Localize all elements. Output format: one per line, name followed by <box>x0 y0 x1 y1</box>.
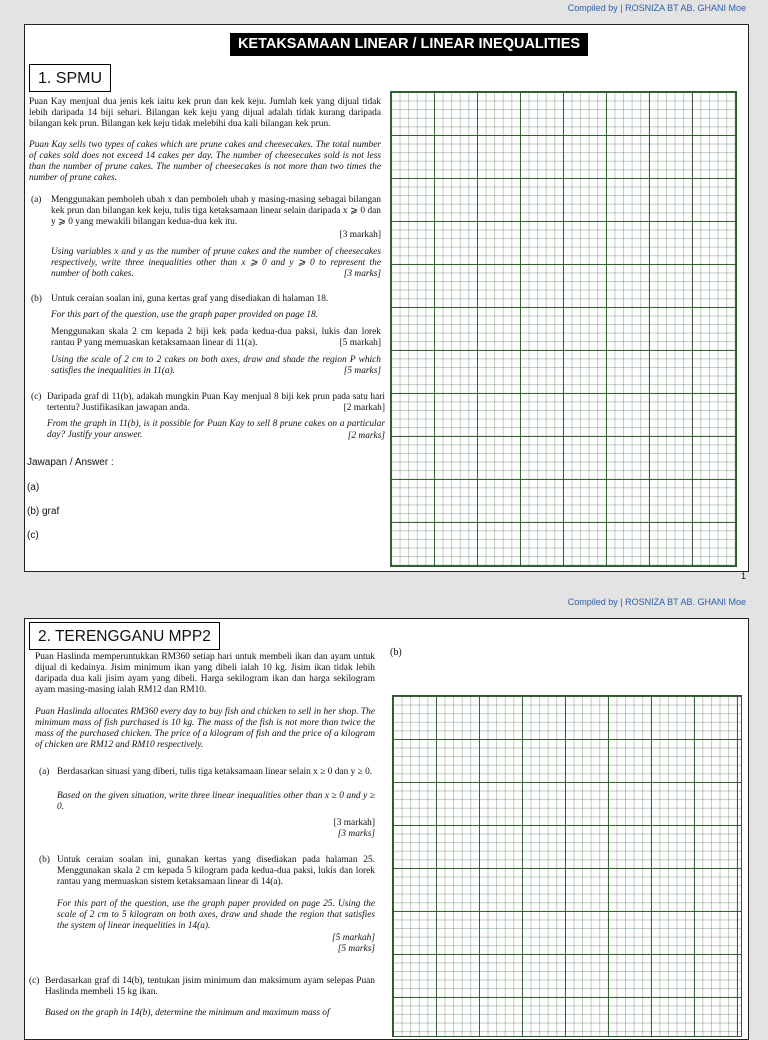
q2-part-a-marks-malay: [3 markah] <box>333 818 375 828</box>
q1-part-b-label: (b) <box>31 294 42 304</box>
q1-part-c-malay: Daripada graf di 11(b), adakah mungkin Puan Kay menjual 8 biji kek prun pada satu hari tertentu? Justifikasikan jawapan anda. <box>47 392 385 413</box>
q2-part-a-malay: Berdasarkan situasi yang diberi, tulis tiga ketaksamaan linear selain x ≥ 0 dan y ≥ 0. <box>57 767 373 777</box>
q2-part-a-marks-english: [3 marks] <box>337 829 375 839</box>
q1-intro-malay: Puan Kay menjual dua jenis kek iaitu kek prun dan kek keju. Jumlah kek yang dijual tidak lebih daripada 14 biji sehari. Bilangan kek keju yang dijual adalah tidak kurang daripada bilangan kek prun. Bilangan kek keju tidak melebihi dua kali bilangan kek prun. <box>29 97 381 129</box>
q1-part-b-malay-1: Untuk ceraian soalan ini, guna kertas graf yang disediakan di halaman 18. <box>51 294 329 304</box>
worksheet-title: KETAKSAMAAN LINEAR / LINEAR INEQUALITIES <box>230 33 588 56</box>
question-1-label: 1. SPMU <box>29 64 111 92</box>
graph-paper-q1[interactable] <box>390 91 737 567</box>
q2-part-c-english: Based on the graph in 14(b), determine the minimum and maximum mass of <box>45 1008 330 1018</box>
q1-part-b-malay-2-marks: [5 markah] <box>339 338 381 348</box>
page-number: 1 <box>740 571 746 581</box>
q1-part-a-label: (a) <box>31 195 42 205</box>
answer-b-label: (b) graf <box>27 506 60 517</box>
q1-part-c-english: From the graph in 11(b), is it possible for Puan Kay to sell 8 prune cakes on a particular day? Justify your answer. <box>47 419 385 440</box>
q1-part-c-english-marks: [2 marks] <box>347 431 385 441</box>
q1-part-b-malay-2: Menggunakan skala 2 cm kepada 2 biji kek pada kedua-dua paksi, lukis dan lorek rantau P yang memuaskan ketaksamaan linear di 11(a). <box>51 327 381 348</box>
worksheet-page-1 <box>24 24 749 572</box>
q1-intro-english: Puan Kay sells two types of cakes which are prune cakes and cheesecakes. The total number of cakes sold does not exceed 14 cakes per day. The number of cheesecakes sold is not less than the number of prune cakes. The number of cheesecakes is not more than two times the number of prune cakes. <box>29 140 381 183</box>
q2-intro-english: Puan Haslinda allocates RM360 every day to buy fish and chicken to sell in her shop. The minimum mass of fish purchased is 10 kg. The mass of the fish is not more than twice the mass of the purchased chicken. The price of a kilogram of fish and the price of a kilogram of chicken are RM12 and RM10 respectively. <box>35 707 375 750</box>
q2-part-b-marks-english: [5 marks] <box>337 944 375 954</box>
q1-part-b-english-2: Using the scale of 2 cm to 2 cakes on both axes, draw and shade the region P which satisfies the inequalities in 11(a). <box>51 355 381 376</box>
q1-part-a-english-marks: [3 marks] <box>343 269 381 279</box>
answer-a-label: (a) <box>27 482 40 493</box>
q2-part-b-malay: Untuk ceraian soalan ini, gunakan kertas yang disediakan pada halaman 25. Menggunakan skala 2 cm kepada 5 kilogram pada kedua-dua paksi, lukis dan lorek rantau yang memuaskan sistem ketaksamaan linear di 14(a). <box>57 855 375 887</box>
q1-part-b-english-2-marks: [5 marks] <box>343 366 381 376</box>
q2-part-b-marks-malay: [5 markah] <box>332 933 375 943</box>
graph-paper-q2[interactable] <box>392 695 742 1037</box>
q1-part-b-english-1: For this part of the question, use the graph paper provided on page 18. <box>51 310 319 320</box>
compiled-by-label: Compiled by | ROSNIZA BT AB. GHANI Moe <box>567 3 746 13</box>
q2-part-b-english: For this part of the question, use the graph paper provided on page 25. Using the scale of 2 cm to 5 kilogram on both axes, draw and shade the region that satisfies the system of linear inequelities in 14(a). <box>57 899 375 931</box>
q2-graph-label: (b) <box>390 647 402 658</box>
answer-c-label: (c) <box>27 530 39 541</box>
q2-intro-malay: Puan Haslinda memperuntukkan RM360 setiap hari untuk membeli ikan dan ayam untuk dijual di kedainya. Jisim minimum ikan yang dibeli ialah 10 kg. Jisim ikan tidak lebih daripada dua kali jisim ayam yang dibeli. Harga sekilogram ikan dan harga sekilogram ayam masing-masing ialah RM12 dan RM10. <box>35 652 375 695</box>
compiled-by-label-2: Compiled by | ROSNIZA BT AB. GHANI Moe <box>567 597 746 607</box>
q1-part-c-label: (c) <box>31 392 42 402</box>
q2-part-a-label: (a) <box>39 767 50 777</box>
question-2-label: 2. TERENGGANU MPP2 <box>29 622 220 650</box>
q2-part-c-malay: Berdasarkan graf di 14(b), tentukan jisim minimum dan maksimum ayam selepas Puan Haslinda membeli 15 kg ikan. <box>45 976 375 997</box>
answer-heading: Jawapan / Answer : <box>27 457 114 468</box>
worksheet-page-2 <box>24 618 749 1040</box>
q1-part-a-malay-marks: [3 markah] <box>339 230 381 240</box>
q2-part-a-english: Based on the given situation, write three linear inequalities other than x ≥ 0 and y ≥ 0. <box>57 791 375 812</box>
q1-part-a-english: Using variables x and y as the number of prune cakes and the number of cheesecakes respectively, write three inequalities other than x ⩾ 0 and y ⩾ 0 to represent the number of both cakes. <box>51 247 381 279</box>
q2-part-c-label: (c) <box>29 976 40 986</box>
q2-part-b-label: (b) <box>39 855 50 865</box>
q1-part-a-malay: Menggunakan pemboleh ubah x dan pemboleh ubah y masing-masing sebagai bilangan kek prun dan bilangan kek keju, tulis tiga ketaksamaan linear selain daripada x ⩾ 0 dan y ⩾ 0 yang mewakili bilangan kedua-dua kek itu. <box>51 195 381 227</box>
q1-part-c-malay-marks: [2 markah] <box>343 403 385 413</box>
